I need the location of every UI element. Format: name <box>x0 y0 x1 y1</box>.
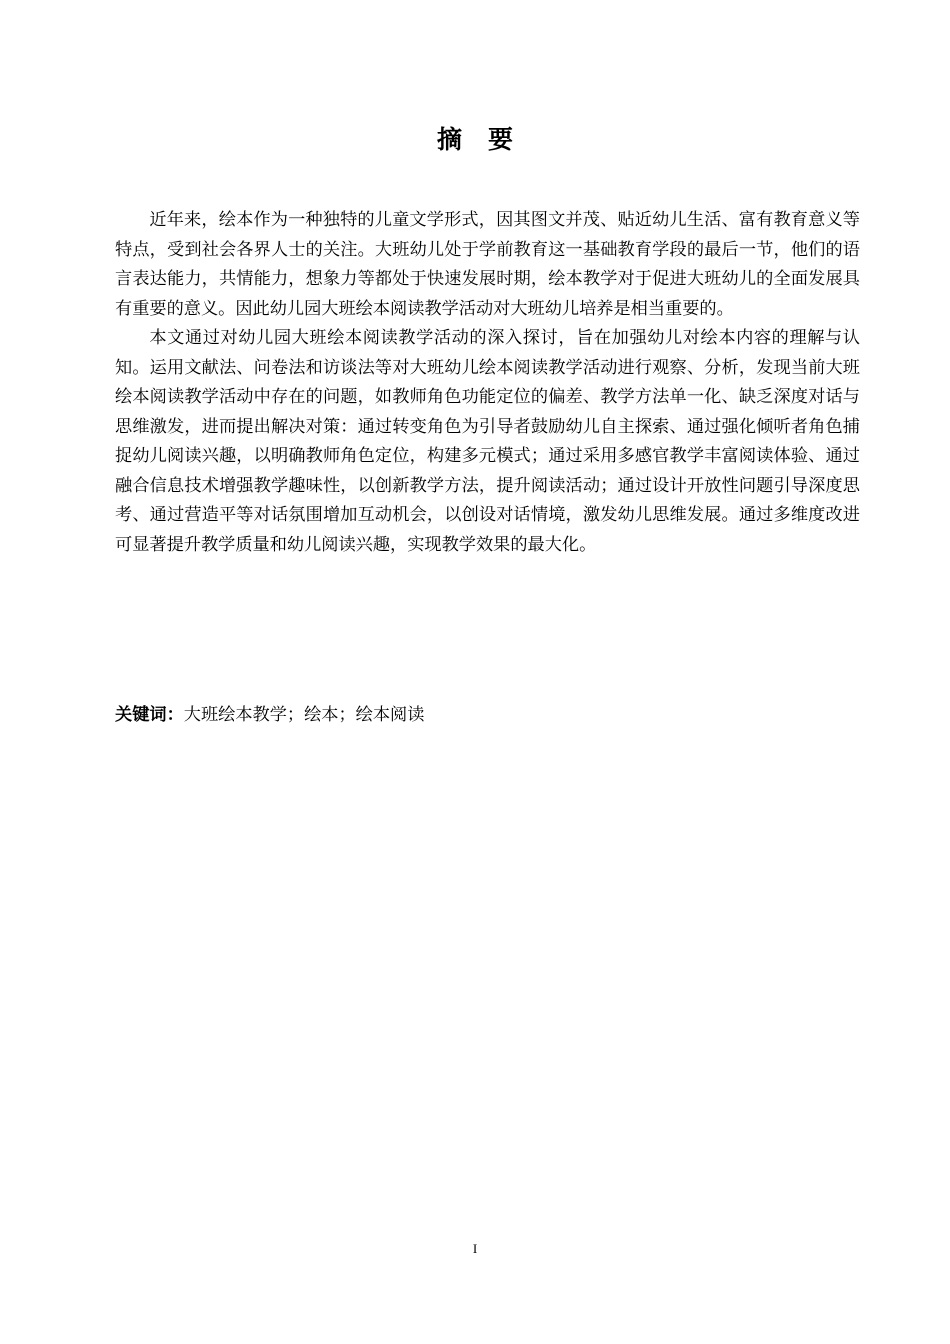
abstract-paragraph-1: 近年来，绘本作为一种独特的儿童文学形式，因其图文并茂、贴近幼儿生活、富有教育意义等特点，受到社会各界人士的关注。大班幼儿处于学前教育这一基础教育学段的最后一节，他们的语言表达能力，共情能力，想象力等都处于快速发展时期，绘本教学对于促进大班幼儿的全面发展具有重要的意义。因此幼儿园大班绘本阅读教学活动对大班幼儿培养是相当重要的。 <box>115 210 860 319</box>
page-number: I <box>472 1241 478 1256</box>
keywords-line <box>115 701 860 729</box>
keywords-label: 关键词： <box>115 705 184 725</box>
keywords-value: 大班绘本教学；绘本；绘本阅读 <box>183 705 425 725</box>
abstract-paragraph-2: 本文通过对幼儿园大班绘本阅读教学活动的深入探讨，旨在加强幼儿对绘本内容的理解与认知。运用文献法、问卷法和访谈法等对大班幼儿绘本阅读教学活动进行观察、分析，发现当前大班绘本阅读教学活动中存在的问题，如教师角色功能定位的偏差、教学方法单一化、缺乏深度对话与思维激发，进而提出解决对策：通过转变角色为引导者鼓励幼儿自主探索、通过强化倾听者角色捕捉幼儿阅读兴趣，以明确教师角色定位，构建多元模式；通过采用多感官教学丰富阅读体验、通过融合信息技术增强教学趣味性，以创新教学方法，提升阅读活动；通过设计开放性问题引导深度思考、通过营造平等对话氛围增加互动机会，以创设对话情境，激发幼儿思维发展。通过多维度改进可显著提升教学质量和幼儿阅读兴趣，实现教学效果的最大化。 <box>115 328 860 555</box>
abstract-title: 摘要 <box>436 125 539 154</box>
abstract-body <box>115 206 860 560</box>
